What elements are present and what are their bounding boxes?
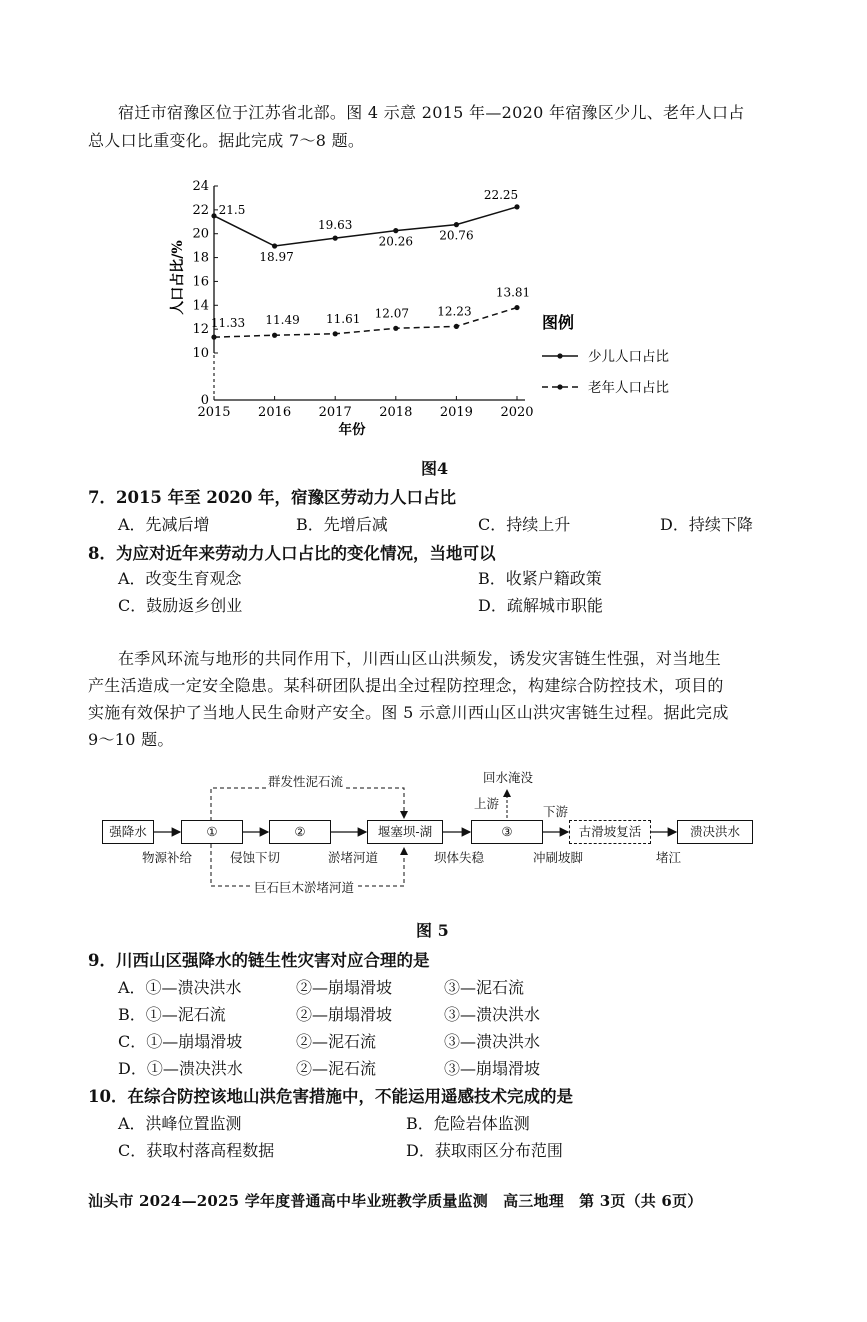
data-point bbox=[393, 228, 398, 233]
backwater-label: 回水淹没 bbox=[483, 770, 534, 785]
q9-d-col2: ②—泥石流 bbox=[296, 1059, 377, 1078]
q8-option-d[interactable]: D．疏解城市职能 bbox=[478, 596, 603, 615]
x-tick-label: 2017 bbox=[318, 405, 352, 420]
y-tick-label: 10 bbox=[192, 346, 209, 361]
data-label: 13.81 bbox=[495, 285, 531, 300]
data-point bbox=[514, 204, 519, 209]
q9-c-col3: ③—溃决洪水 bbox=[444, 1032, 541, 1051]
legend-title: 图例 bbox=[542, 313, 575, 332]
y-tick-label: 0 bbox=[200, 393, 209, 408]
page-footer: 汕头市 2024—2025 学年度普通高中毕业班教学质量监测 高三地理 第 3页（共 6页） bbox=[88, 1192, 703, 1210]
box-heavy-rain: 强降水 bbox=[102, 820, 154, 844]
q9-a-col2: ②—崩塌滑坡 bbox=[296, 978, 393, 997]
upstream-label: 上游 bbox=[474, 796, 500, 811]
q7-option-a[interactable]: A．先减后增 bbox=[118, 515, 210, 534]
hazard-chain-diagram bbox=[0, 760, 867, 900]
data-label: 12.23 bbox=[437, 304, 472, 319]
data-point bbox=[211, 213, 216, 218]
box-1: ① bbox=[181, 820, 243, 844]
data-label: 20.76 bbox=[439, 228, 474, 243]
top-branch-label: 群发性泥石流 bbox=[268, 774, 344, 789]
data-point bbox=[514, 305, 519, 310]
data-label: 19.63 bbox=[318, 218, 353, 233]
q9-b-col3: ③—溃决洪水 bbox=[444, 1005, 541, 1024]
y-tick-label: 16 bbox=[192, 274, 209, 290]
x-tick-label: 2019 bbox=[439, 405, 473, 420]
intro1-line2: 总人口比重变化。据此完成 7～8 题。 bbox=[88, 131, 365, 150]
y-tick-label: 18 bbox=[192, 250, 209, 266]
q9-c-col1[interactable]: C．①—崩塌滑坡 bbox=[118, 1032, 243, 1051]
link-label-5: 冲刷坡脚 bbox=[533, 850, 584, 865]
link-label-6: 堵江 bbox=[656, 850, 682, 865]
data-point bbox=[393, 326, 398, 331]
link-label-2: 侵蚀下切 bbox=[230, 850, 281, 865]
data-point bbox=[211, 335, 216, 340]
box-ancient-landslide: 古滑坡复活 bbox=[569, 820, 651, 844]
data-label: 18.97 bbox=[259, 250, 294, 265]
q10-option-d[interactable]: D．获取雨区分布范围 bbox=[406, 1141, 563, 1160]
q8-option-a[interactable]: A．改变生育观念 bbox=[118, 569, 242, 588]
q7-option-c[interactable]: C．持续上升 bbox=[478, 515, 571, 534]
y-tick-label: 24 bbox=[192, 179, 209, 194]
q10-option-a[interactable]: A．洪峰位置监测 bbox=[118, 1114, 242, 1133]
x-tick-label: 2015 bbox=[197, 405, 231, 420]
q9-b-col2: ②—崩塌滑坡 bbox=[296, 1005, 393, 1024]
q9-a-col1[interactable]: A．①—溃决洪水 bbox=[118, 978, 242, 997]
x-tick-label: 2018 bbox=[379, 405, 413, 420]
data-label: 12.07 bbox=[374, 306, 409, 321]
data-point bbox=[333, 236, 338, 241]
link-label-1: 物源补给 bbox=[142, 850, 193, 865]
bottom-branch-label: 巨石巨木淤堵河道 bbox=[254, 880, 355, 895]
q9-stem: 9．川西山区强降水的链生性灾害对应合理的是 bbox=[88, 951, 430, 970]
q8-option-b[interactable]: B．收紧户籍政策 bbox=[478, 569, 602, 588]
x-tick-label: 2020 bbox=[500, 405, 534, 420]
link-label-4: 坝体失稳 bbox=[434, 850, 485, 865]
box-2: ② bbox=[269, 820, 331, 844]
y-tick-label: 22 bbox=[192, 202, 209, 218]
q10-option-c[interactable]: C．获取村落高程数据 bbox=[118, 1141, 275, 1160]
q8-stem: 8．为应对近年来劳动力人口占比的变化情况，当地可以 bbox=[88, 544, 496, 563]
legend-marker bbox=[557, 384, 562, 389]
intro2-line3: 实施有效保护了当地人民生命财产安全。图 5 示意川西山区山洪灾害链生过程。据此完成 bbox=[88, 703, 729, 722]
data-label: 22.25 bbox=[483, 187, 519, 202]
data-point bbox=[272, 333, 277, 338]
x-axis-title: 年份 bbox=[338, 422, 366, 438]
box-outburst-flood: 溃决洪水 bbox=[677, 820, 753, 844]
population-chart bbox=[160, 168, 700, 443]
box-dam-lake: 堰塞坝-湖 bbox=[367, 820, 443, 844]
data-point bbox=[272, 243, 277, 248]
legend-label-2: 老年人口占比 bbox=[588, 380, 669, 396]
x-tick-label: 2016 bbox=[258, 405, 292, 420]
data-label: 11.33 bbox=[210, 316, 246, 331]
data-point bbox=[454, 222, 459, 227]
q7-option-d[interactable]: D．持续下降 bbox=[660, 515, 753, 534]
q10-stem: 10．在综合防控该地山洪危害措施中，不能运用遥感技术完成的是 bbox=[88, 1087, 573, 1106]
intro2-line1: 在季风环流与地形的共同作用下，川西山区山洪频发，诱发灾害链生性强，对当地生 bbox=[118, 649, 722, 668]
q9-b-col1[interactable]: B．①—泥石流 bbox=[118, 1005, 226, 1024]
q8-option-c[interactable]: C．鼓励返乡创业 bbox=[118, 596, 243, 615]
q9-c-col2: ②—泥石流 bbox=[296, 1032, 377, 1051]
legend-label-1: 少儿人口占比 bbox=[588, 349, 669, 365]
data-label: 20.26 bbox=[378, 234, 413, 249]
q7-option-b[interactable]: B．先增后减 bbox=[296, 515, 388, 534]
downstream-label: 下游 bbox=[543, 804, 569, 819]
y-tick-label: 20 bbox=[192, 226, 209, 242]
y-axis-title: 人口占比/% bbox=[170, 240, 186, 315]
data-point bbox=[333, 331, 338, 336]
fig4-caption: 图4 bbox=[421, 459, 449, 478]
box-3: ③ bbox=[471, 820, 543, 844]
q9-a-col3: ③—泥石流 bbox=[444, 978, 525, 997]
top-branch-line bbox=[211, 788, 404, 821]
data-point bbox=[454, 324, 459, 329]
fig5-caption: 图 5 bbox=[416, 921, 449, 940]
intro1-line1: 宿迁市宿豫区位于江苏省北部。图 4 示意 2015 年—2020 年宿豫区少儿、老年人口占 bbox=[118, 103, 745, 122]
q9-d-col3: ③—崩塌滑坡 bbox=[444, 1059, 541, 1078]
y-tick-label: 12 bbox=[192, 322, 209, 338]
intro2-line2: 产生活造成一定安全隐患。某科研团队提出全过程防控理念，构建综合防控技术，项目的 bbox=[88, 676, 724, 695]
data-label: 21.5 bbox=[218, 202, 246, 217]
intro2-line4: 9～10 题。 bbox=[88, 730, 174, 749]
y-tick-label: 14 bbox=[192, 298, 209, 314]
link-label-3: 淤堵河道 bbox=[328, 850, 379, 865]
legend-marker bbox=[557, 353, 562, 358]
q10-option-b[interactable]: B．危险岩体监测 bbox=[406, 1114, 530, 1133]
data-label: 11.49 bbox=[265, 313, 300, 328]
q7-stem: 7．2015 年至 2020 年，宿豫区劳动力人口占比 bbox=[88, 488, 457, 507]
data-label: 11.61 bbox=[326, 311, 361, 326]
q9-d-col1[interactable]: D．①—溃决洪水 bbox=[118, 1059, 243, 1078]
